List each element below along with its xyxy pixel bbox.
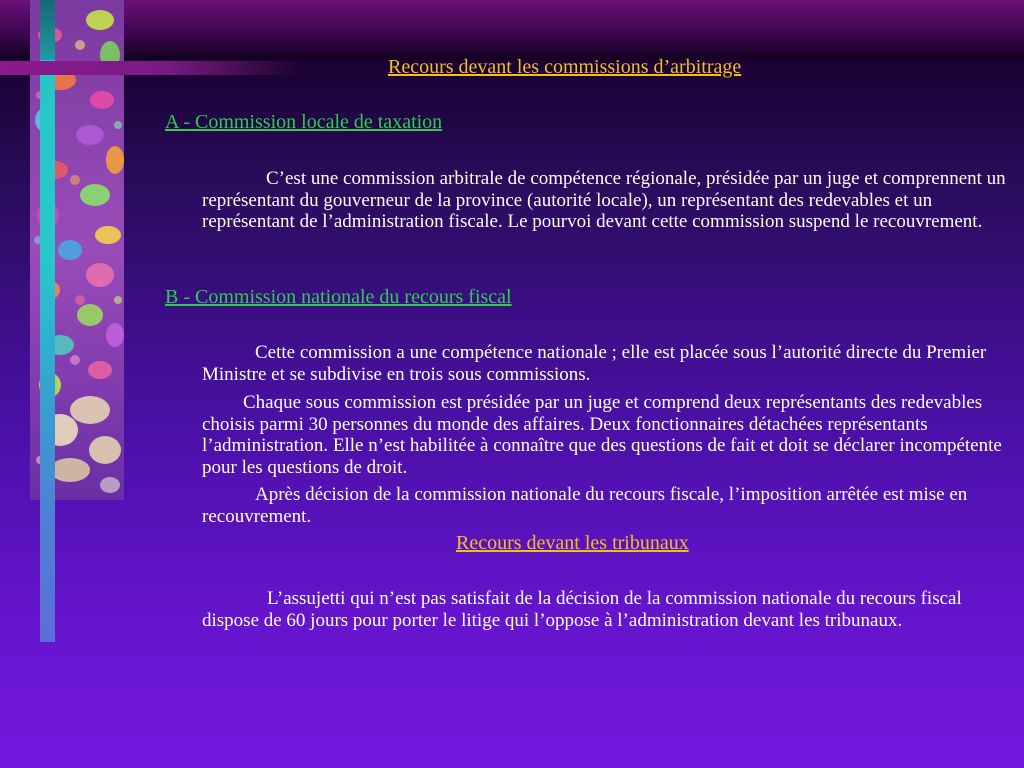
heading-commission-locale: A - Commission locale de taxation	[165, 111, 443, 133]
paragraph-tribunaux: L’assujetti qui n’est pas satisfait de la décision de la commission nationale du recours fiscal dispose de 60 jours pour porter le litige qui l’oppose à l’administration devant les tribunaux.	[202, 588, 962, 631]
paragraph-competence-nationale: Cette commission a une compétence nationale ; elle est placée sous l’autorité directe du Premier Ministre et se subdivise en trois sous commissions.	[202, 342, 987, 385]
paragraph-apres-decision: Après décision de la commission nationale du recours fiscale, l’imposition arrêtée est mise en recouvrement.	[202, 484, 968, 527]
heading-recours-tribunaux: Recours devant les tribunaux	[456, 532, 689, 554]
vertical-accent-bar	[40, 0, 55, 642]
paragraph-sous-commission: Chaque sous commission est présidée par un juge et comprend deux représentants des redevables choisis parmi 30 personnes du monde des affaires. Deux fonctionnaires détachées représentants l’administration. Elle n’est habilitée à connaître que des questions de fait et doit se déclarer incompétente pour les questions de droit.	[202, 392, 1002, 478]
top-band	[0, 0, 1024, 60]
paragraph-commission-locale: C’est une commission arbitrale de compétence régionale, présidée par un juge et comprennent un représentant du gouverneur de la province (autorité locale), un représentant des redevables et un représentant de l’administration fiscale. Le pourvoi devant cette commission suspend le recouvrement.	[202, 168, 1006, 232]
vertical-accent-bar-top	[40, 0, 55, 60]
horizontal-accent-bar	[0, 61, 300, 75]
page-title: Recours devant les commissions d’arbitrage	[388, 56, 742, 78]
heading-commission-nationale: B - Commission nationale du recours fiscal	[165, 286, 512, 308]
